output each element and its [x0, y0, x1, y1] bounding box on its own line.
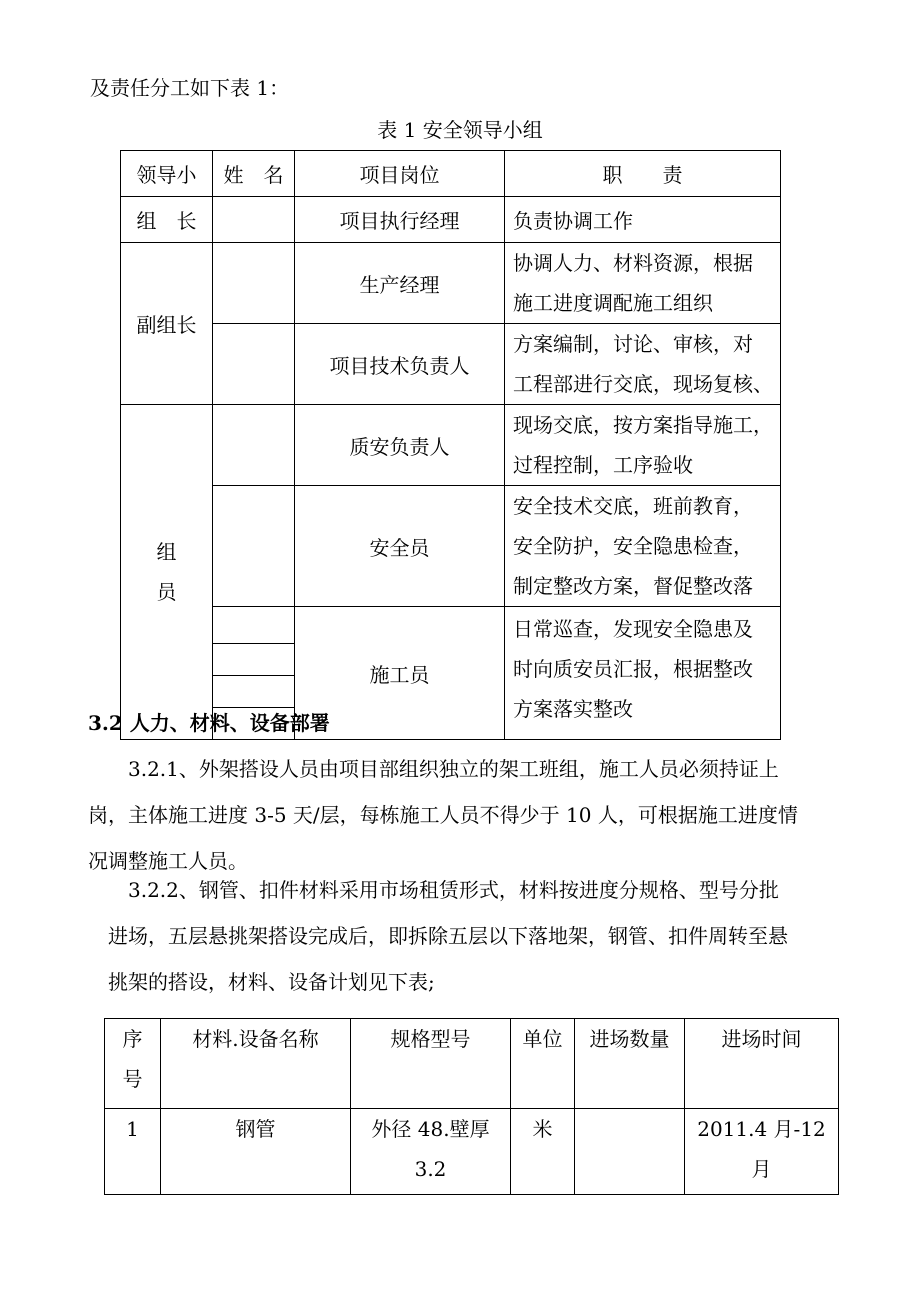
spec-line: 3.2	[414, 1157, 447, 1181]
safety-leadership-table	[120, 150, 781, 740]
unit-cell: 米	[511, 1109, 575, 1195]
duty-cell	[505, 607, 781, 740]
duty-line: 现场交底，按方案指导施工，	[513, 413, 773, 437]
position-cell: 生产经理	[295, 243, 505, 324]
duty-line: 安全技术交底，班前教育，	[513, 494, 753, 518]
header-position: 项目岗位	[295, 151, 505, 197]
group-cell	[121, 405, 213, 740]
time-line: 月	[751, 1157, 772, 1181]
paragraph-line: 进场，五层悬挑架搭设完成后，即拆除五层以下落地架，钢管、扣件周转至悬	[88, 924, 788, 948]
duty-cell	[505, 324, 781, 405]
table-header-row	[105, 1019, 839, 1109]
duty-line: 工程部进行交底，现场复核、	[513, 372, 773, 396]
section-heading: 3.2 人力、材料、设备部署	[88, 711, 330, 735]
name-cell	[213, 324, 295, 405]
duty-line: 时向质安员汇报，根据整改	[513, 657, 753, 681]
spec-cell	[351, 1109, 511, 1195]
duty-line: 施工进度调配施工组织	[513, 291, 713, 315]
header-spec: 规格型号	[351, 1019, 511, 1109]
table-row	[121, 197, 781, 243]
name-cell	[213, 243, 295, 324]
name-cell	[213, 197, 295, 243]
spec-line: 外径 48.壁厚	[371, 1117, 490, 1141]
duty-line: 过程控制，工序验收	[513, 453, 693, 477]
group-cell: 组 长	[121, 197, 213, 243]
header-line: 号	[122, 1067, 143, 1091]
paragraph-line: 3.2.2、钢管、扣件材料采用市场租赁形式，材料按进度分规格、型号分批	[88, 878, 779, 902]
table-row	[121, 243, 781, 324]
header-entry-time: 进场时间	[685, 1019, 839, 1109]
table-row	[105, 1109, 839, 1195]
materials-plan-table	[104, 1018, 839, 1195]
position-cell: 质安负责人	[295, 405, 505, 486]
quantity-cell	[575, 1109, 685, 1195]
header-duty: 职 责	[505, 151, 781, 197]
table-row	[121, 324, 781, 405]
table-row	[121, 405, 781, 486]
paragraph-line: 岗，主体施工进度 3-5 天/层，每栋施工人员不得少于 10 人，可根据施工进度情	[88, 803, 798, 827]
header-name: 姓 名	[213, 151, 295, 197]
duty-cell	[505, 405, 781, 486]
duty-line: 日常巡查，发现安全隐患及	[513, 617, 753, 641]
paragraph-3-2-2	[88, 867, 840, 1005]
position-cell: 施工员	[295, 607, 505, 740]
entry-time-cell	[685, 1109, 839, 1195]
paragraph-line: 挑架的搭设，材料、设备计划见下表;	[88, 970, 435, 994]
name-cell	[213, 486, 295, 607]
header-quantity: 进场数量	[575, 1019, 685, 1109]
duty-cell	[505, 486, 781, 607]
name-subcell	[213, 676, 294, 708]
name-subcell	[213, 607, 294, 644]
duty-line: 制定整改方案，督促整改落	[513, 574, 753, 598]
duty-line: 协调人力、材料资源，根据	[513, 251, 753, 275]
duty-line: 方案编制，讨论、审核，对	[513, 332, 753, 356]
name-subcell	[213, 644, 294, 676]
time-line: 2011.4 月-12	[697, 1117, 826, 1141]
position-cell: 项目执行经理	[295, 197, 505, 243]
header-group: 领导小	[121, 151, 213, 197]
header-line: 序	[122, 1027, 143, 1051]
seq-cell: 1	[105, 1109, 161, 1195]
intro-text: 及责任分工如下表 1：	[90, 76, 290, 100]
position-cell: 项目技术负责人	[295, 324, 505, 405]
group-line: 组	[156, 540, 177, 564]
paragraph-line: 况调整施工人员。	[88, 849, 248, 873]
duty-cell: 负责协调工作	[505, 197, 781, 243]
duty-cell	[505, 243, 781, 324]
position-cell: 安全员	[295, 486, 505, 607]
header-seq	[105, 1019, 161, 1109]
table-row	[121, 486, 781, 607]
header-material-name: 材料.设备名称	[161, 1019, 351, 1109]
paragraph-line: 3.2.1、外架搭设人员由项目部组织独立的架工班组，施工人员必须持证上	[88, 757, 779, 781]
group-line: 员	[156, 580, 177, 604]
duty-line: 安全防护，安全隐患检查，	[513, 534, 753, 558]
table-header-row	[121, 151, 781, 197]
header-unit: 单位	[511, 1019, 575, 1109]
group-cell: 副组长	[121, 243, 213, 405]
name-cell	[213, 405, 295, 486]
duty-line: 方案落实整改	[513, 697, 633, 721]
table1-caption: 表 1 安全领导小组	[377, 118, 543, 142]
paragraph-3-2-1	[88, 746, 840, 884]
material-name-cell: 钢管	[161, 1109, 351, 1195]
